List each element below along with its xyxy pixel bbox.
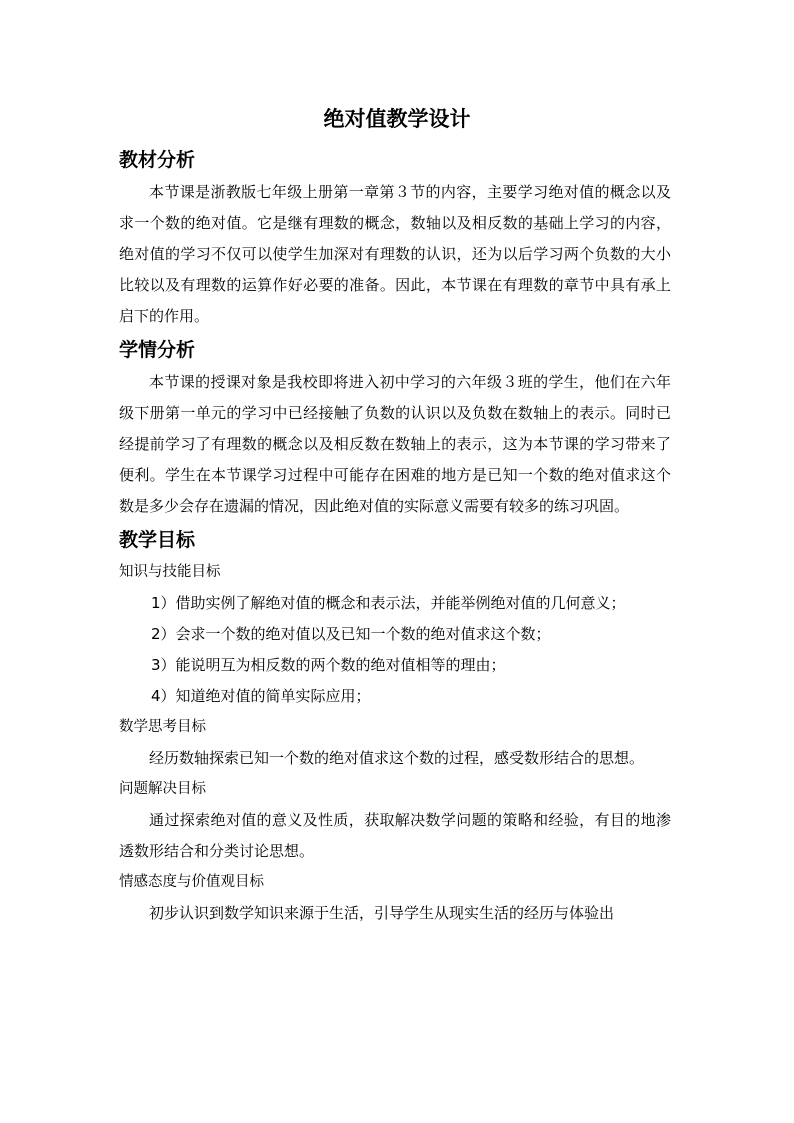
subheading-problem-goals: 问题解决目标 (119, 781, 206, 797)
section-paragraph: 经历数轴探索已知一个数的绝对值求这个数的过程，感受数形结合的思想。 (149, 749, 645, 767)
section-teaching-goals (119, 526, 671, 929)
document-body (119, 146, 671, 929)
section-heading: 学情分析 (119, 339, 196, 361)
section-paragraph: 本节课是浙教版七年级上册第一章第３节的内容，主要学习绝对值的概念以及求一个数的绝对值。它是继有理数的概念，数轴以及相反数的基础上学习的内容，绝对值的学习不仅可以使学生加深对有理数的认识，还为以后学习两个负数的大小比较以及有理数的运算作好必要的准备。因此，本节课在有理数的章节中具有承上启下的作用。 (119, 183, 671, 325)
section-paragraph: 初步认识到数学知识来源于生活，引导学生从现实生活的经历与体验出 (149, 904, 615, 922)
subheading-attitude-goals: 情感态度与价值观目标 (119, 874, 264, 890)
list-item: 3）能说明互为相反数的两个数的绝对值相等的理由； (151, 656, 506, 674)
list-item: 1）借助实例了解绝对值的概念和表示法，并能举例绝对值的几何意义； (151, 594, 626, 612)
subheading-thinking-goals: 数学思考目标 (119, 719, 206, 735)
section-heading: 教材分析 (119, 149, 196, 171)
list-item: 2）会求一个数的绝对值以及已知一个数的绝对值求这个数； (151, 625, 551, 643)
section-textbook-analysis (119, 146, 671, 332)
list-item: 4）知道绝对值的简单实际应用； (151, 687, 371, 705)
document-title: 绝对值教学设计 (323, 107, 471, 131)
section-student-analysis (119, 336, 671, 522)
section-paragraph: 通过探索绝对值的意义及性质，获取解决数学问题的策略和经验，有目的地渗透数形结合和分类讨论思想。 (119, 811, 671, 860)
section-paragraph: 本节课的授课对象是我校即将进入初中学习的六年级３班的学生，他们在六年级下册第一单元的学习中已经接触了负数的认识以及负数在数轴上的表示。同时已经提前学习了有理数的概念以及相反数在数轴上的表示，这为本节课的学习带来了便利。学生在本节课学习过程中可能存在困难的地方是已知一个数的绝对值求这个数是多少会存在遗漏的情况，因此绝对值的实际意义需要有较多的练习巩固。 (119, 373, 671, 515)
subheading-knowledge-goals: 知识与技能目标 (119, 564, 221, 580)
section-heading: 教学目标 (119, 529, 196, 551)
